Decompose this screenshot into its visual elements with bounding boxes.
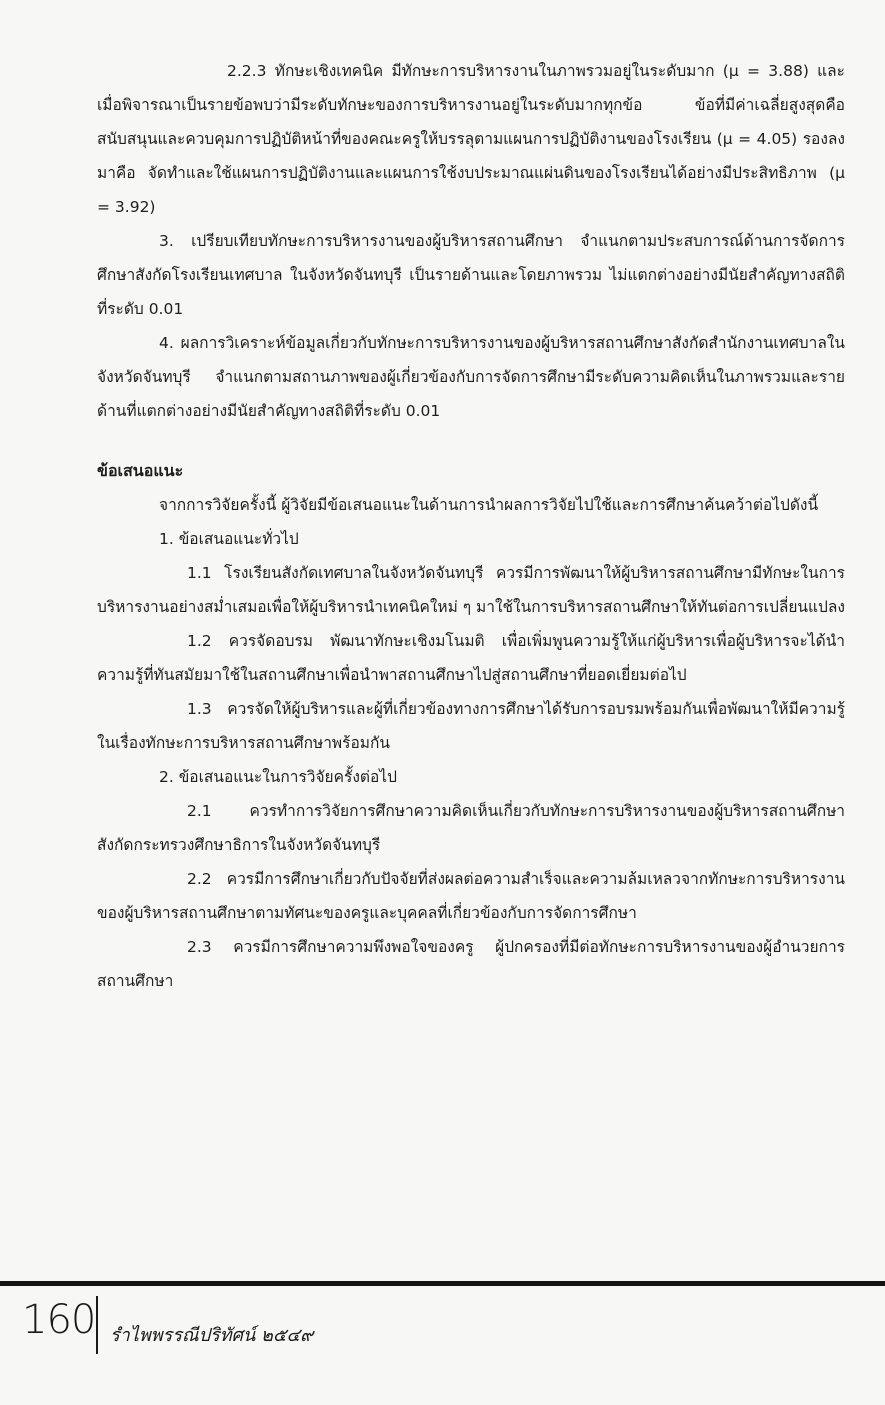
list-item-1-3: 1.3 ควรจัดให้ผู้บริหารและผู้ที่เกี่ยวข้องทางการศึกษาได้รับการอบรมพร้อมกันเพื่อพัฒนาให้มีความรู้ในเรื่องทักษะการบริหารสถานศึกษาพร้อมกัน [97, 700, 845, 752]
list-item-1: 1. ข้อเสนอแนะทั่วไป [159, 530, 299, 548]
footer-divider [96, 1296, 98, 1354]
list-item-1-2: 1.2 ควรจัดอบรม พัฒนาทักษะเชิงมโนมติ เพื่อเพิ่มพูนความรู้ให้แก่ผู้บริหารเพื่อผู้บริหารจะได้นำความรู้ที่ทันสมัยมาใช้ในสถานศึกษาเพื่อนำพาสถานศึกษาไปสู่สถานศึกษาที่ยอดเยี่ยมต่อไป [97, 632, 845, 684]
page-number: 160 [22, 1297, 96, 1343]
list-item-1-1: 1.1 โรงเรียนสังกัดเทศบาลในจังหวัดจันทบุรี ควรมีการพัฒนาให้ผู้บริหารสถานศึกษามีทักษะในการบริหารงานอย่างสม่ำเสมอเพื่อให้ผู้บริหารนำเทคนิคใหม่ ๆ มาใช้ในการบริหารสถานศึกษาให้ทันต่อการเปลี่ยนแปลง [97, 564, 845, 616]
section-heading: ข้อเสนอแนะ [97, 461, 184, 480]
list-item-2: 2. ข้อเสนอแนะในการวิจัยครั้งต่อไป [159, 768, 397, 786]
paragraph-intro: จากการวิจัยครั้งนี้ ผู้วิจัยมีข้อเสนอแนะในด้านการนำผลการวิจัยไปใช้และการศึกษาค้นคว้าต่อไปดังนี้ [159, 496, 819, 514]
list-item-2-2: 2.2 ควรมีการศึกษาเกี่ยวกับปัจจัยที่ส่งผลต่อความสำเร็จและความล้มเหลวจากทักษะการบริหารงานของผู้บริหารสถานศึกษาตามทัศนะของครูและบุคคลที่เกี่ยวข้องกับการจัดการศึกษา [97, 870, 845, 922]
list-item-2-1: 2.1 ควรทำการวิจัยการศึกษาความคิดเห็นเกี่ยวกับทักษะการบริหารงานของผู้บริหารสถานศึกษาสังกัดกระทรวงศึกษาธิการในจังหวัดจันทบุรี [97, 802, 845, 854]
body-text [97, 54, 845, 998]
footer-rule [0, 1281, 885, 1286]
paragraph-4: 4. ผลการวิเคราะห์ข้อมูลเกี่ยวกับทักษะการบริหารงานของผู้บริหารสถานศึกษาสังกัดสำนักงานเทศบาลในจังหวัดจันทบุรี จำแนกตามสถานภาพของผู้เกี่ยวข้องกับการจัดการศึกษามีระดับความคิดเห็นในภาพรวมและรายด้านที่แตกต่างอย่างมีนัยสำคัญทางสถิติที่ระดับ 0.01 [97, 334, 845, 420]
paragraph-2-2-3: 2.2.3 ทักษะเชิงเทคนิค มีทักษะการบริหารงานในภาพรวมอยู่ในระดับมาก (μ = 3.88) และเมื่อพิจารณาเป็นรายข้อพบว่ามีระดับทักษะของการบริหารงานอยู่ในระดับมากทุกข้อ ข้อที่มีค่าเฉลี่ยสูงสุดคือสนับสนุนและควบคุมการปฏิบัติหน้าที่ของคณะครูให้บรรลุตามแผนการปฏิบัติงานของโรงเรียน (μ = 4.05) รองลงมาคือ จัดทำและใช้แผนการปฏิบัติงานและแผนการใช้งบประมาณแผ่นดินของโรงเรียนได้อย่างมีประสิทธิภาพ (μ = 3.92) [97, 62, 845, 216]
list-item-2-3: 2.3 ควรมีการศึกษาความพึงพอใจของครู ผู้ปกครองที่มีต่อทักษะการบริหารงานของผู้อำนวยการสถานศึกษา [97, 938, 845, 990]
journal-title: รำไพพรรณีปริทัศน์ ๒๕๔๙ [110, 1325, 314, 1346]
paragraph-3: 3. เปรียบเทียบทักษะการบริหารงานของผู้บริหารสถานศึกษา จำแนกตามประสบการณ์ด้านการจัดการศึกษาสังกัดโรงเรียนเทศบาล ในจังหวัดจันทบุรี เป็นรายด้านและโดยภาพรวม ไม่แตกต่างอย่างมีนัยสำคัญทางสถิติที่ระดับ 0.01 [97, 232, 845, 318]
